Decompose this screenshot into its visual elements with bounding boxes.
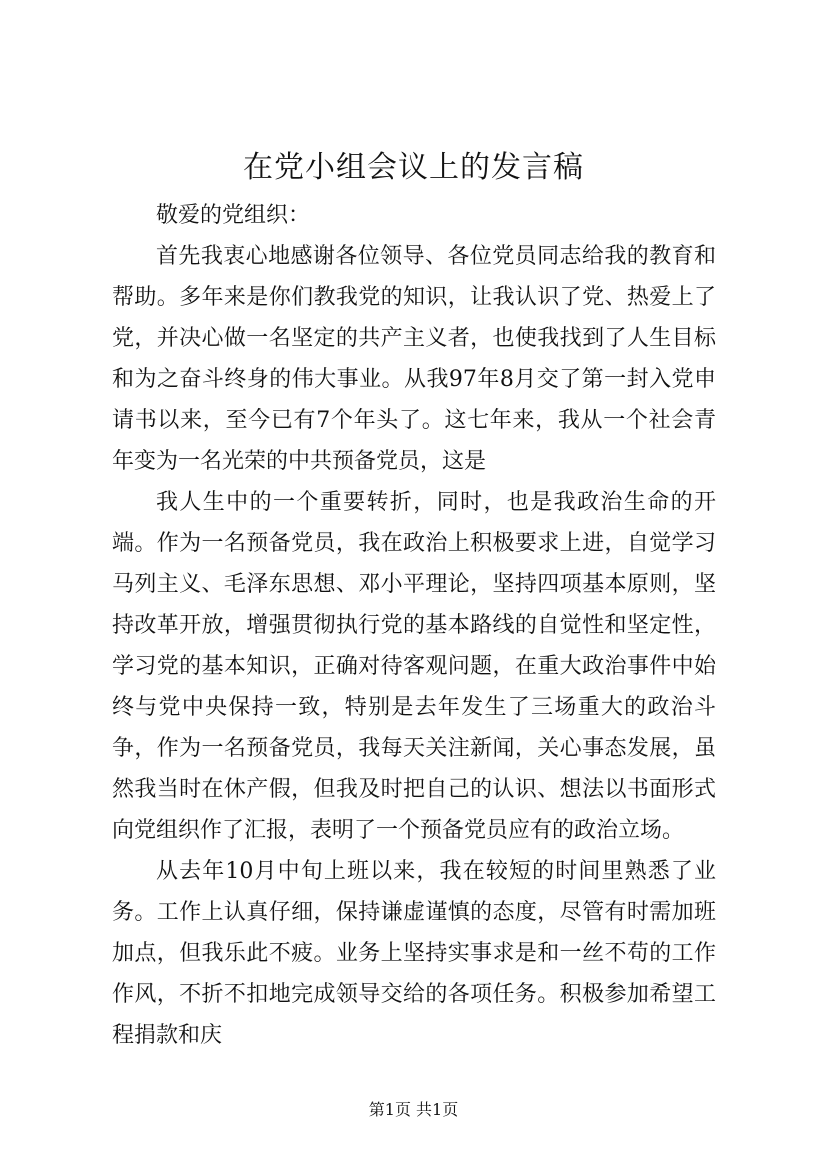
document-body <box>112 195 716 1056</box>
paragraph: 首先我衷心地感谢各位领导、各位党员同志给我的教育和帮助。多年来是你们教我党的知识，让我认识了党、热爱上了党，并决心做一名坚定的共产主义者，也使我找到了人生目标和为之奋斗终身的伟大事业。从我97年8月交了第一封入党申请书以来，至今已有7个年头了。这七年来，我从一个社会青年变为一名光荣的中共预备党员，这是 <box>112 244 716 474</box>
page-footer: 第1页 共1页 <box>368 1100 459 1119</box>
paragraph: 从去年10月中旬上班以来，我在较短的时间里熟悉了业务。工作上认真仔细，保持谦虚谨慎的态度，尽管有时需加班加点，但我乐此不疲。业务上坚持实事求是和一丝不苟的工作作风，不折不扣地完成领导交给的各项任务。积极参加希望工程捐款和庆 <box>112 859 716 1048</box>
salutation: 敬爱的党组织： <box>156 203 311 228</box>
document-title: 在党小组会议上的发言稿 <box>243 150 584 185</box>
paragraph: 我人生中的一个重要转折，同时，也是我政治生命的开端。作为一名预备党员，我在政治上积极要求上进，自觉学习马列主义、毛泽东思想、邓小平理论，坚持四项基本原则，坚持改革开放，增强贯彻执行党的基本路线的自觉性和坚定性，学习党的基本知识，正确对待客观问题，在重大政治事件中始终与党中央保持一致，特别是去年发生了三场重大的政治斗争，作为一名预备党员，我每天关注新闻，关心事态发展，虽然我当时在休产假，但我及时把自己的认识、想法以书面形式向党组织作了汇报，表明了一个预备党员应有的政治立场。 <box>112 490 716 843</box>
